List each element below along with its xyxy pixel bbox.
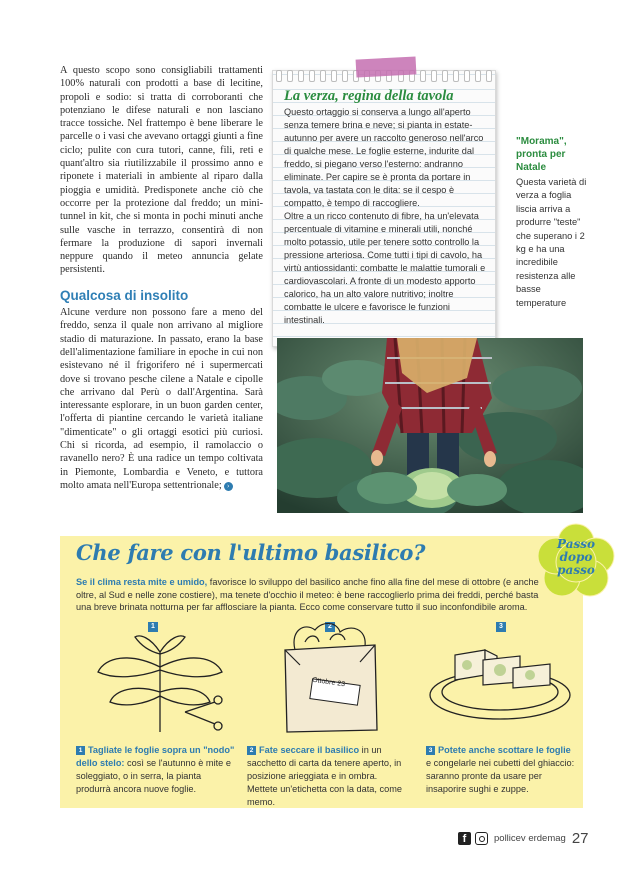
step-text: 1 Tagliate le foglie sopra un "nodo" dello stelo: così se l'autunno è mite e soleggiato, o in serra, la pianta produrrà ancora nuove foglie. — [76, 745, 235, 794]
continue-arrow-icon: › — [224, 482, 233, 491]
side-box-body: Questa varietà di verza a foglia liscia arriva a produrre "teste" che superano i 2 kg e ha una incredibile resistenza alle basse temperature — [516, 177, 587, 308]
badge-text: Passo dopo passo — [557, 537, 595, 577]
note-paragraph: Questo ortaggio si conserva a lungo all'aperto senza temere brina e neve; si pianta in estate-autunno per avere un raccolto generoso nell'arco di qualche mese. Le foglie esterne, indurite dal freddo, si piegano verso l'esterno: andranno eliminate. Per capire se è pronta da portare in tavola, va tastata con le dita: se il cespo è compatto, è tempo di raccogliere. — [284, 107, 484, 208]
tape-strip — [356, 56, 417, 77]
note-title: La verza, regina della tavola — [284, 88, 454, 104]
cabbage-harvest-photo — [277, 338, 583, 513]
note-paragraph: Oltre a un ricco contenuto di fibre, ha un'elevata percentuale di vitamine e minerali utili, nonché molto potassio, utile per tenere sotto controllo la pressione arteriosa. Come tutti i tipi di cavolo, ha virtù antiossidanti: combatte le malattie tumorali e cardiovascolari. A fronte di un modesto apporto calorico, ha un alto valore nutritivo; inoltre combatte le ulcere e favorisce le funzioni intestinali. — [284, 211, 486, 325]
panel-intro: Se il clima resta mite e umido, favorisce lo sviluppo del basilico anche fino alla fine del mese di ottobre (e anche oltre, al Sud e nelle zone costiere), ma tenete d'occhio il meteo: è bene raccoglierlo prima dei freddi, perché basta una breve brinata notturna per far afflosciare la pianta. Ecco come conservare tutto il suo inconfondibile aroma. — [76, 577, 539, 613]
section-heading: Qualcosa di insolito — [60, 287, 189, 303]
paper-bag-illustration — [275, 620, 385, 735]
step-text: 2 Fate seccare il basilico in un sacchetto di carta da tenere aperto, in posizione arieggiata e in ombra. Mettete un'etichetta con la data, come memo. — [247, 745, 402, 807]
panel-title: Che fare con l'ultimo basilico? — [76, 540, 426, 565]
step-number-badge: 2 — [325, 622, 335, 632]
instagram-icon[interactable] — [475, 832, 488, 845]
step-number-badge: 1 — [148, 622, 158, 632]
basil-cutting-illustration — [90, 632, 230, 732]
side-box-heading: "Morama", pronta per Natale — [516, 136, 567, 173]
note-body — [284, 106, 490, 327]
ice-cubes-illustration — [425, 630, 575, 730]
page-footer — [458, 830, 589, 847]
step-text: 3 Potete anche scottare le foglie e congelarle nei cubetti del ghiaccio: saranno pronte da usare per insaporire sughi e zuppe. — [426, 745, 575, 794]
page-number: 27 — [571, 830, 589, 847]
bag-label: Ottobre 23 — [311, 676, 346, 689]
social-handle: pollicev erdemag — [494, 833, 566, 844]
article-paragraph: Alcune verdure non possono fare a meno del freddo, senza il quale non arrivano al migliore stadio di maturazione. In passato, erano la base dell'alimentazione familiare in epoche in cui non esistevano né il frigorifero né i supermercati dove si trovano pesche cilene a Natale e cipolle che arrivano dal Perù o dall'Argentina. Sarà interessante esplorare, in un buon garden center, l'offerta di piantine cercando le varietà italiane "dimenticate" o gli ortaggi esotici più curiosi. Chi si ricorda, ad esempio, il ramolaccio o ravanello nero? È una radice un tempo coltivata in Piemonte, Lombardia e Veneto, e tuttora molto amata nell'Europa settentrionale; › — [60, 307, 263, 491]
facebook-icon[interactable]: f — [458, 832, 471, 845]
step-number-badge: 3 — [496, 622, 506, 632]
article-paragraph: A questo scopo sono consigliabili trattamenti 100% naturali con prodotti a base di lecitine, propoli e sodio: si tratta di corroboranti che potenziano le difese naturali e non lasciano tracce tossiche. Nel frattempo è bene liberare le parcelle o i vasi che avevano ortaggi giunti a fine ciclo; pulite con cura tutori, canne, fili, reti e quant'altro sia riutilizzabile il prossimo anno e riponete i materiali in ambiente al riparo dalla pioggia e umidità. Predisponete anche ciò che occorre per la protezione dal freddo; un mini-tunnel in kit, che si monta in pochi minuti anche sulle vasche in terrazzo, consentirà di non fermare la produzione di sapori invernali neppure quando il meteo annuncia gelate persistenti. — [60, 65, 263, 276]
article-left-column — [60, 64, 263, 492]
